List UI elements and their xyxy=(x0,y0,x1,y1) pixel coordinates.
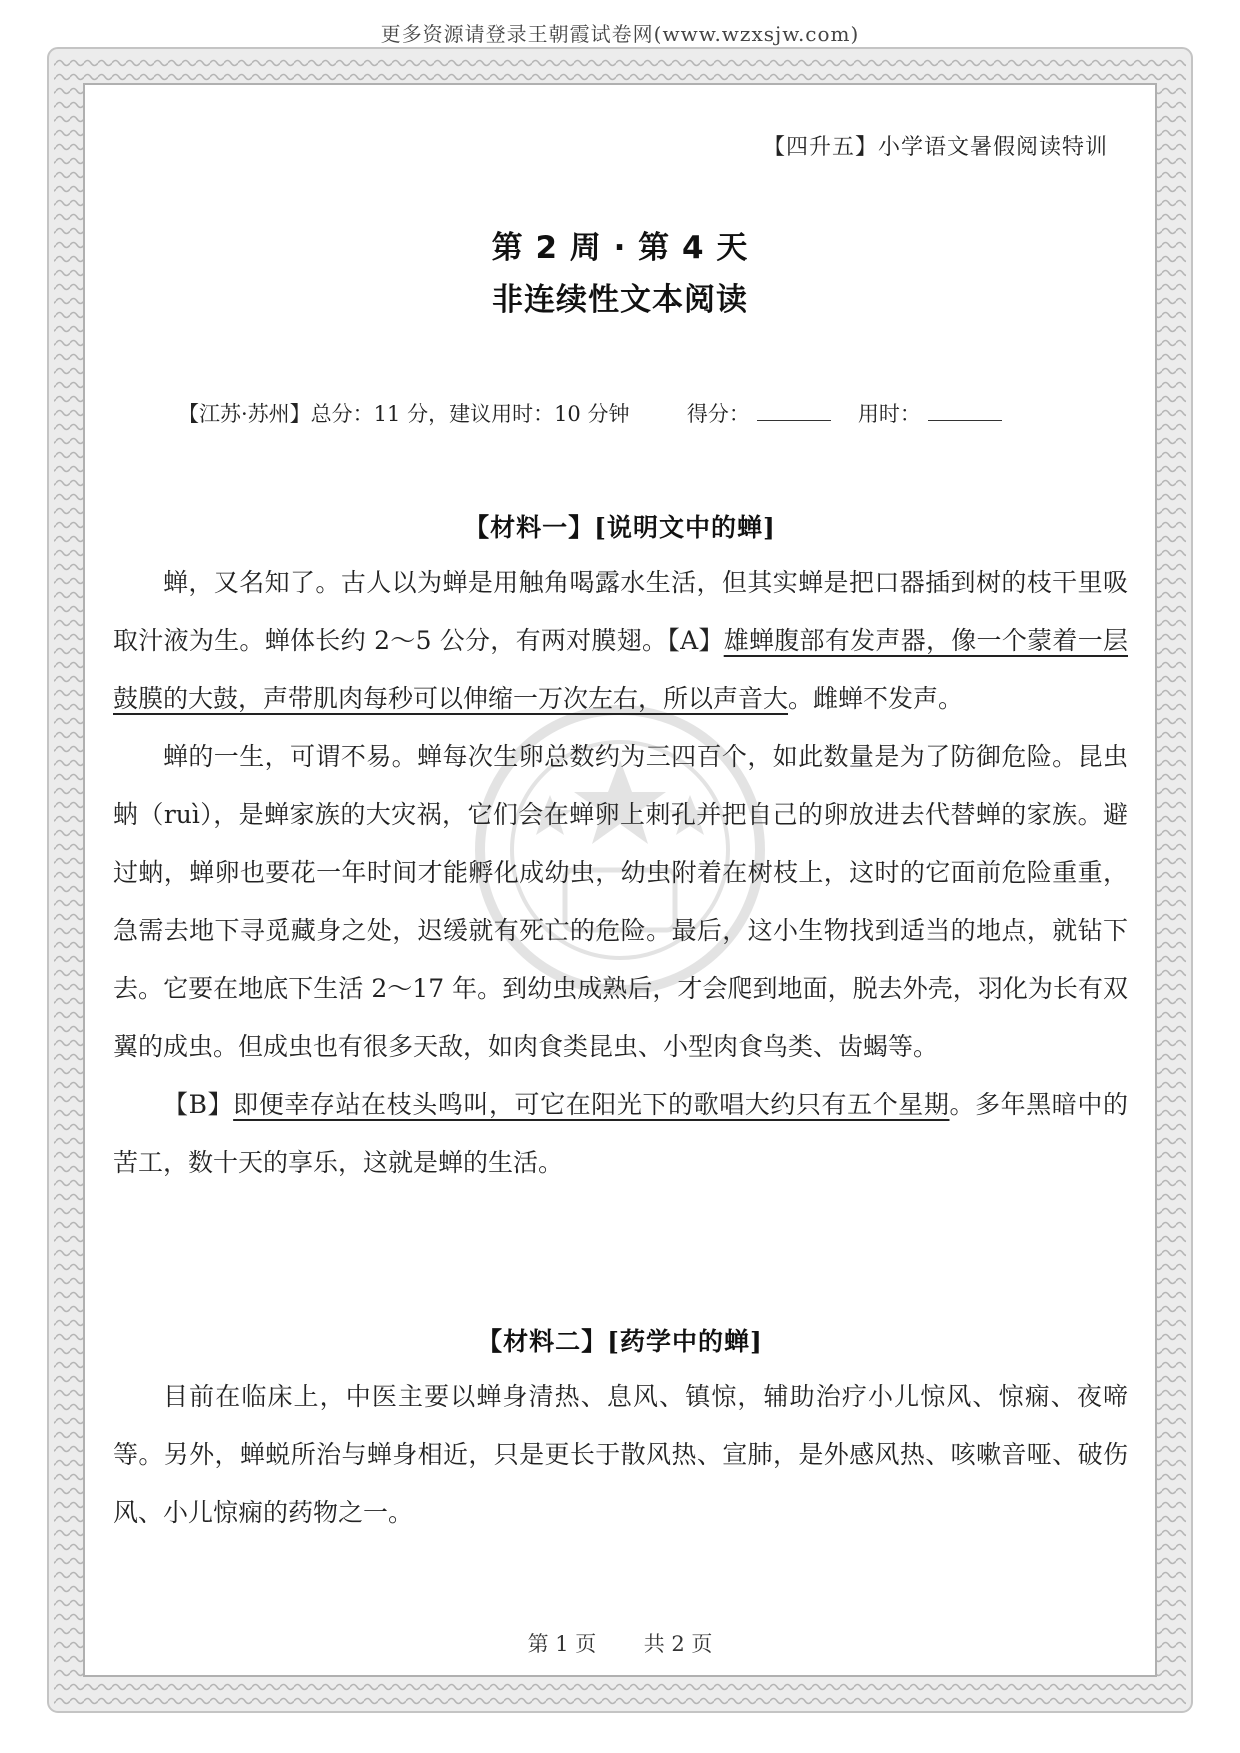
series-label: 【四升五】小学语文暑假阅读特训 xyxy=(762,135,1108,160)
score-label: 得分： xyxy=(686,402,750,426)
material2-heading: 【材料二】[药学中的蝉] xyxy=(477,1327,763,1356)
paragraph-text: 蝉，又名知了。古人以为蝉是用触角喝露水生活，但其实蝉是把口器插到树的枝干里吸取汁液为生。蝉体长约 2～5 公分，有两对膜翅。【A】 xyxy=(113,568,1128,655)
material1-body xyxy=(113,554,1128,1192)
score-blank[interactable] xyxy=(757,402,831,421)
paragraph-text: 。多年黑暗中的苦工，数十天的享乐，这就是蝉的生活。 xyxy=(113,1090,1128,1177)
paragraph xyxy=(113,554,1128,728)
exam-info-region: 【江苏·苏州】总分：11 分，建议用时：10 分钟 xyxy=(178,402,630,426)
time-blank[interactable] xyxy=(928,402,1002,421)
paragraph: 目前在临床上，中医主要以蝉身清热、息风、镇惊，辅助治疗小儿惊风、惊痫、夜啼等。另外，蝉蜕所治与蝉身相近，只是更长于散风热、宣肺，是外感风热、咳嗽音哑、破伤风、小儿惊痫的药物之一。 xyxy=(113,1382,1128,1527)
paragraph: 蝉的一生，可谓不易。蝉每次生卵总数约为三四百个，如此数量是为了防御危险。昆虫蚋（ruì），是蝉家族的大灾祸，它们会在蝉卵上刺孔并把自己的卵放进去代替蝉的家族。避过蚋，蝉卵也要花一年时间才能孵化成幼虫，幼虫附着在树枝上，这时的它面前危险重重，急需去地下寻觅藏身之处，迟缓就有死亡的危险。最后，这小生物找到适当的地点，就钻下去。它要在地底下生活 2～17 年。到幼虫成熟后，才会爬到地面，脱去外壳，羽化为长有双翼的成虫。但成虫也有很多天敌，如肉食类昆虫、小型肉食鸟类、齿蝎等。 xyxy=(113,742,1128,1061)
page-number: 第 1 页 xyxy=(527,1632,597,1656)
material2-body xyxy=(113,1368,1128,1542)
site-note: 更多资源请登录王朝霞试卷网(www.wzxsjw.com) xyxy=(380,22,860,46)
material1-heading: 【材料一】[说明文中的蝉] xyxy=(464,513,776,542)
paragraph-text: 【B】 xyxy=(163,1090,234,1119)
exam-info xyxy=(178,398,1002,428)
time-label: 用时： xyxy=(857,402,921,426)
underlined-sentence-b: 即便幸存站在枝头鸣叫，可它在阳光下的歌唱大约只有五个星期 xyxy=(233,1090,950,1119)
paragraph-text: 。雌蝉不发声。 xyxy=(788,684,964,713)
paragraph xyxy=(113,1076,1128,1192)
page-footer xyxy=(0,1628,1240,1658)
page-title: 第 2 周 · 第 4 天 xyxy=(491,230,749,266)
underlined-sentence-a: 雄蝉腹部有发声器，像一个蒙着一层鼓膜的大鼓，声带肌肉每秒可以伸缩一万次左右，所以声音大 xyxy=(113,626,1128,713)
page-subtitle: 非连续性文本阅读 xyxy=(492,282,748,318)
page-total: 共 2 页 xyxy=(643,1632,713,1656)
